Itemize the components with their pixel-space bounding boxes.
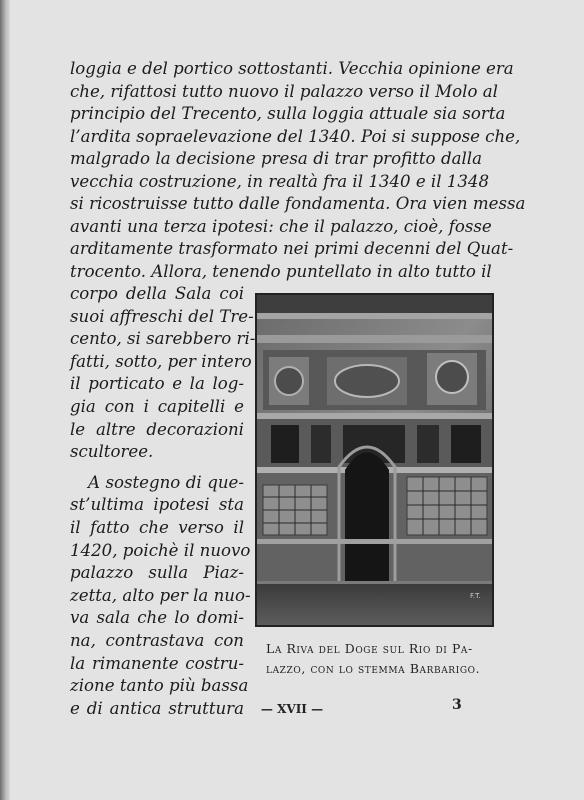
text-line: le altre decorazioni	[70, 419, 244, 439]
caption-line: La Riva del Doge sul Rio di Pa-	[266, 641, 473, 656]
text-line: fatti, sotto, per intero	[70, 351, 252, 371]
text-line: zione tanto più bassa	[70, 676, 249, 696]
text-line: la rimanente costru-	[70, 653, 244, 673]
signature-mark: — XVII —	[260, 702, 324, 716]
page-number: 3	[452, 697, 462, 713]
body-text-full-width	[70, 58, 526, 283]
text-line: e di antica struttura	[70, 698, 244, 718]
paragraph-start-line: A sostegno di que-	[88, 472, 244, 492]
text-line: arditamente trasformato nei primi decenni del Quat-	[70, 239, 514, 258]
text-line: gia con i capitelli e	[70, 396, 244, 416]
text-line: malgrado la decisione presa di trar profitto dalla	[70, 149, 482, 168]
text-line: st’ultima ipotesi sta	[70, 495, 244, 515]
text-line: cento, si sarebbero ri-	[70, 329, 256, 349]
text-line: avanti una terza ipotesi: che il palazzo, cioè, fosse	[70, 216, 492, 236]
text-line: loggia e del portico sottostanti. Vecchia opinione era	[70, 59, 514, 78]
text-line: palazzo sulla Piaz-	[70, 563, 244, 583]
text-line: trocento. Allora, tenendo puntellato in alto tutto il	[70, 261, 492, 281]
photograph-palace-facade	[255, 293, 494, 627]
photo-credit: F.T.	[470, 592, 481, 600]
figure-caption	[266, 639, 486, 679]
text-line: l’ardita sopraelevazione del 1340. Poi si suppose che,	[70, 126, 521, 146]
text-line: il porticato e la log-	[70, 374, 244, 394]
text-line: il fatto che verso il	[70, 517, 244, 537]
text-line: che, rifattosi tutto nuovo il palazzo verso il Molo al	[70, 81, 498, 101]
text-line: 1420, poichè il nuovo	[70, 540, 251, 560]
page-binding-edge	[0, 0, 10, 800]
text-line: principio del Trecento, sulla loggia attuale sia sorta	[70, 104, 506, 123]
text-line: na, contrastava con	[70, 630, 244, 650]
text-line: si ricostruisse tutto dalle fondamenta. Ora vien messa	[70, 194, 526, 213]
body-text-column	[70, 283, 256, 720]
caption-line: lazzo, con lo stemma Barbarigo.	[266, 661, 481, 676]
text-line: va sala che lo domi-	[70, 608, 244, 628]
text-line: scultoree.	[70, 442, 154, 462]
text-line: corpo della Sala coi	[70, 284, 244, 303]
text-line: suoi affreschi del Tre-	[70, 306, 254, 326]
text-line: vecchia costruzione, in realtà fra il 1340 e il 1348	[70, 171, 490, 191]
text-line: zetta, alto per la nuo-	[70, 585, 251, 605]
